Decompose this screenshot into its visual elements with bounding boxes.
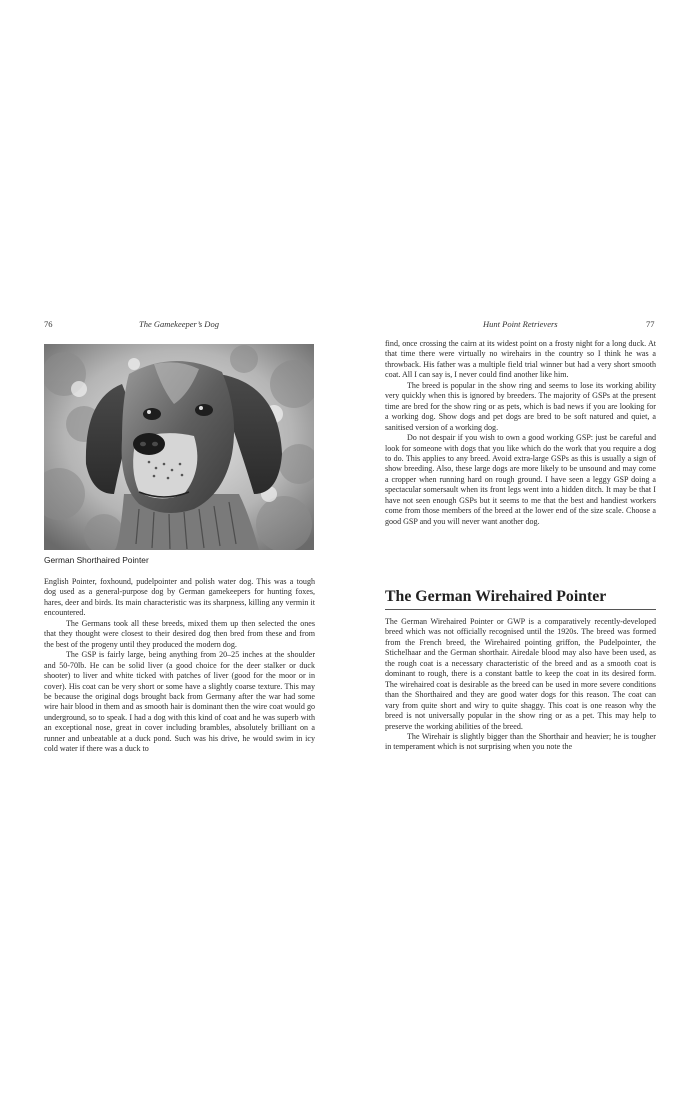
page-number-left: 76 — [44, 319, 53, 329]
section-heading: The German Wirehaired Pointer — [385, 588, 656, 610]
paragraph: The Germans took all these breeds, mixed them up then selected the ones that they thought were closest to their desired dog then bred from these and from the best of the progeny until they produced the modern dog. — [44, 618, 315, 649]
paragraph: The breed is popular in the show ring and seems to lose its working ability very quickly when this is ignored by breeders. The majority of GSPs at the present time are bred for the show ring or as pets, which is bad news if you are looking for a working dog. Show dogs and pet dogs are bred to be soft natured and quiet, a sanitised version of a working dog. — [385, 380, 656, 432]
dog-illustration — [44, 344, 314, 550]
paragraph: Do not despair if you wish to own a good working GSP: just be careful and look for someone with dogs that you like which do the work that you require a dog to do. This applies to any breed. Avoid extra-large GSPs as this is usually a sign of show breeding. Also, these large dogs are more likely to be unsound and may come a cropper when running hard on rough ground. I have seen a leggy GSP doing a spectacular somersault when its front legs went into a hidden ditch. It may be that I have not seen enough GSPs but it seems to me that the best and handiest workers come from those members of the breed at the lower end of the size scale. Choose a good GSP and you will never want another dog. — [385, 433, 656, 526]
running-title-right: Hunt Point Retrievers — [483, 319, 558, 329]
paragraph: The Wirehair is slightly bigger than the Shorthair and heavier; he is tougher in temperament which is not surprising when you note the — [385, 731, 656, 752]
running-title-left: The Gamekeeper’s Dog — [139, 319, 219, 329]
left-body-text — [44, 577, 315, 755]
right-page — [350, 0, 700, 1096]
paragraph: English Pointer, foxhound, pudelpointer and polish water dog. This was a tough dog used as a general-purpose dog by German gamekeepers for hunting foxes, hares, deer and birds. Its main characteristic was its sharpness, killing any vermin it encountered. — [44, 577, 315, 618]
paragraph: The German Wirehaired Pointer or GWP is a comparatively recently-developed breed which was not officially recognised until the 1920s. The breed was formed from the French breed, the Wirehaired pointing griffon, the Pudelpointer, the Stichelhaar and the German shorthair. Airedale blood may also have been used, as the rough coat is a necessary characteristic of the breed and as a smooth coat is dominant to rough, there is a constant battle to keep the coat in its desired form. The wirehaired coat is desirable as the breed can be used in more severe conditions than the Shorthaired and they are good water dogs for this reason. The coat can vary from quite short and wiry to quite shaggy. This coat is one reason why the breed is not universally popular in the show ring or as a pet. This may help to preserve the working abilities of the breed. — [385, 617, 656, 731]
figure-caption: German Shorthaired Pointer — [44, 555, 149, 565]
right-body-text-bottom — [385, 617, 656, 753]
right-body-text-top — [385, 339, 656, 527]
paragraph: find, once crossing the cairn at its widest point on a frosty night for a long duck. At that time there were virtually no wirehairs in the country so I think he was a throwback. His father was a multiple field trial winner but had a very short smooth coat. All I can say is, I never could find another like him. — [385, 339, 656, 380]
page-number-right: 77 — [646, 319, 655, 329]
paragraph: The GSP is fairly large, being anything from 20–25 inches at the shoulder and 50-70lb. He can be solid liver (a good choice for the deer stalker or duck shooter) to liver and white ticked with patches of liver (good for the moor or in cover). His coat can be very short or some have a slightly coarse texture. This may be because the original dogs brought back from Germany after the war had some wire hair blood in them and as smooth hair is dominant then the wire coat would go underground, so to speak. I had a dog with this kind of coat and he was superb with an exceptional nose, great in cover including brambles, absolutely brilliant on a runner and unbeatable at a duck pond. Such was his drive, he would swim in icy cold water if there was a duck to — [44, 650, 315, 754]
german-shorthaired-pointer-image — [44, 344, 314, 550]
